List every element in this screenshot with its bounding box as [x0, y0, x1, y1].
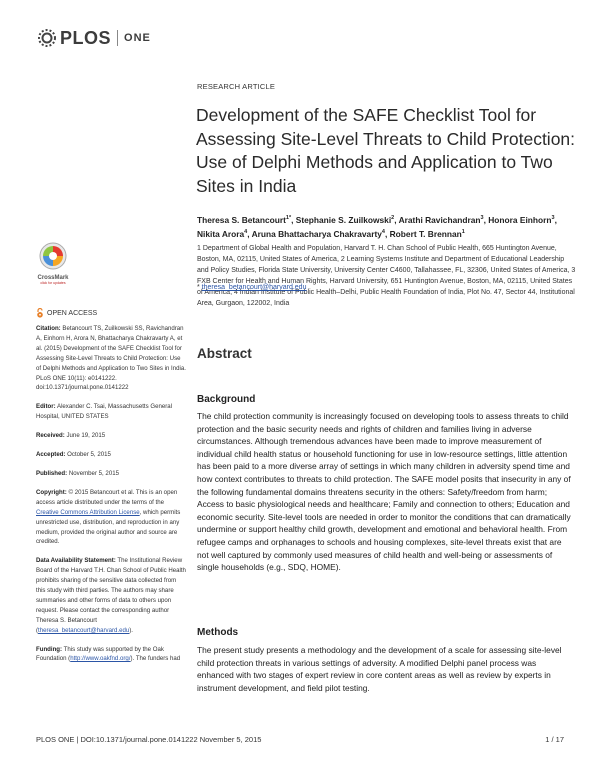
citation-text: Betancourt TS, Zuilkowski SS, Ravichandran A, Einhorn H, Arora N, Bhattacharya Chakravarty A, et al. (2015) Development of the SAFE Checklist Tool for Assessing Site-Level Threats to Child Protection: Use of Delphi Methods and Application to Two Sites in India. PLoS ONE 10(11): e0141222. doi:10.1371/journal.pone.0141222 — [36, 325, 186, 392]
funding-text: This study was supported by the Oak Foundation ( — [36, 645, 164, 663]
funding-label: Funding: — [36, 645, 63, 653]
corresponding-mark: * — [197, 284, 200, 291]
article-sidebar — [36, 324, 186, 673]
methods-paragraph: The present study presents a methodology and the development of a scale for assessing site-level child protection threats in various settings of adversity. A modified Delphi panel process was enhanced with two stages of expert review in core content areas as well as review by experts in instrument development, and field pilot testing. — [197, 645, 562, 693]
data-availability-text: The Institutional Review Board of the Harvard T.H. Chan School of Public Health prohibits sharing of the sensitive data collected from this study with third parties. The authors may share summaries and other forms of data to others upon request. Please contact the corresponding author Theresa S. Betancourt ( — [36, 557, 186, 634]
author-list — [197, 212, 572, 241]
copyright-label: Copyright: — [36, 488, 67, 496]
author-name[interactable]: , Honora Einhorn — [483, 214, 552, 225]
funder-link[interactable]: http://www.oakfnd.org/ — [70, 655, 131, 663]
plos-logo[interactable] — [36, 27, 151, 49]
editor-text: Alexander C. Tsai, Massachusetts General Hospital, UNITED STATES — [36, 403, 173, 421]
article-title: Development of the SAFE Checklist Tool for Assessing Site-Level Threats to Child Protection: Use of Delphi Methods and Application to Two Sites in India — [196, 105, 576, 196]
published-block — [36, 469, 186, 479]
license-link[interactable]: Creative Commons Attribution License — [36, 508, 140, 516]
published-label: Published: — [36, 469, 68, 477]
brand-name: PLOS — [60, 27, 112, 48]
logo-divider — [117, 30, 118, 46]
citation-block — [36, 324, 186, 393]
crossmark-sublabel: click for updates — [40, 281, 66, 285]
author-name[interactable]: Theresa S. Betancourt — [197, 214, 286, 225]
author-affiliation-mark: 3 — [551, 215, 555, 221]
received-block — [36, 431, 186, 441]
crossmark-badge[interactable] — [36, 242, 70, 285]
background-paragraph: The child protection community is increasingly focused on developing tools to assess threats to child protection and the basic security needs and rights of children and families living in adverse circumstances. Although tremendous advances have been made to improve measurement of individual child health status or household functioning for use in low-resource settings, little attention has been paid to a more diverse array of settings in which many children in adversity spend time and how context contributes to threats to child protection. The SAFE model posits that insecurity in any of the following fundamental domains threatens security in the others: Safety/freedom from harm; Access to basic physiological needs and healthcare; Family and connection to others; Education and economic security. Site-level tools are needed in order to monitor the conditions that can dramatically undermine or support healthy child growth, development and emotional and behavioral health. From refugee camps and orphanages to schools and housing complexes, site-level threats exist that are not well captured by commonly used measures of child health and well-being or assessments of single households (e.g., SDQ, HOME). — [197, 411, 571, 573]
author-affiliation-mark: 1* — [285, 215, 292, 221]
data-availability-label: Data Availability Statement: — [36, 557, 116, 565]
email-link[interactable]: theresa_betancourt@harvard.edu — [201, 284, 307, 291]
editor-label: Editor: — [36, 403, 56, 411]
copyright-text: © 2015 Betancourt et al. This is an open access article distributed under the terms of the — [36, 488, 178, 506]
copyright-text-end: , which permits unrestricted use, distribution, and reproduction in any medium, provided the original author and source are credited. — [36, 508, 181, 546]
article-type: RESEARCH ARTICLE — [197, 82, 276, 91]
open-lock-icon — [36, 308, 44, 318]
funding-text-end: ). The funders had — [130, 655, 181, 663]
corresponding-email — [197, 284, 306, 291]
author-name[interactable]: , Arathi Ravichandran — [394, 214, 481, 225]
data-availability-text-end: ). — [129, 626, 133, 634]
methods-heading: Methods — [197, 627, 239, 638]
plos-logo-icon — [36, 27, 58, 49]
data-contact-email-link[interactable]: theresa_betancourt@harvard.edu — [38, 626, 130, 634]
open-access-label: OPEN ACCESS — [47, 309, 98, 317]
author-name[interactable]: , Nikita Arora — [197, 214, 557, 240]
editor-block — [36, 402, 186, 422]
footer-citation: PLOS ONE | DOI:10.1371/journal.pone.0141222 November 5, 2015 — [36, 735, 262, 744]
background-heading: Background — [197, 394, 256, 405]
page-number: 1 / 17 — [545, 735, 564, 744]
citation-label: Citation: — [36, 325, 61, 332]
page-footer — [36, 735, 564, 744]
funding-block — [36, 645, 186, 665]
published-date: November 5, 2015 — [68, 469, 119, 477]
author-affiliation-mark: 4 — [244, 229, 248, 236]
accepted-label: Accepted: — [36, 451, 66, 459]
accepted-date: October 5, 2015 — [67, 451, 111, 459]
data-availability-block — [36, 556, 186, 635]
author-affiliation-mark: 1 — [461, 229, 465, 236]
affiliations: 1 Department of Global Health and Population, Harvard T. H. Chan School of Public Health, 665 Huntington Avenue, Boston, MA, 02115, United States of America, 2 Learning Systems Institute and Department of Educational Leadership and Policy Studies, Florida State University, University Center C4600, Tallahassee, FL, 32306, United States of America, 3 FXB Center for Health and Human Rights, Harvard University, 651 Huntington Avenue, Boston, MA, 02115, United States of America, 4 Indian Institute of Public Health–Delhi, Public Health Foundation of India, Plot No. 47, Sector 44, Institutional Area, Gurgaon, 122002, India — [197, 245, 576, 307]
crossmark-label: CrossMark — [37, 275, 69, 281]
author-name[interactable]: , Robert T. Brennan — [384, 229, 462, 240]
author-name[interactable]: , Stephanie S. Zuilkowski — [291, 214, 392, 225]
copyright-block — [36, 488, 186, 547]
author-affiliation-mark: 2 — [391, 215, 395, 221]
received-label: Received: — [36, 432, 65, 440]
crossmark-icon — [39, 242, 67, 270]
received-date: June 19, 2015 — [66, 432, 106, 440]
abstract-heading: Abstract — [197, 346, 252, 361]
open-access-badge — [36, 308, 97, 318]
accepted-block — [36, 450, 186, 460]
author-affiliation-mark: 4 — [381, 229, 385, 236]
author-name[interactable]: , Aruna Bhattacharya Chakravarty — [247, 229, 382, 240]
journal-name: ONE — [124, 32, 151, 44]
author-affiliation-mark: 3 — [480, 215, 484, 221]
